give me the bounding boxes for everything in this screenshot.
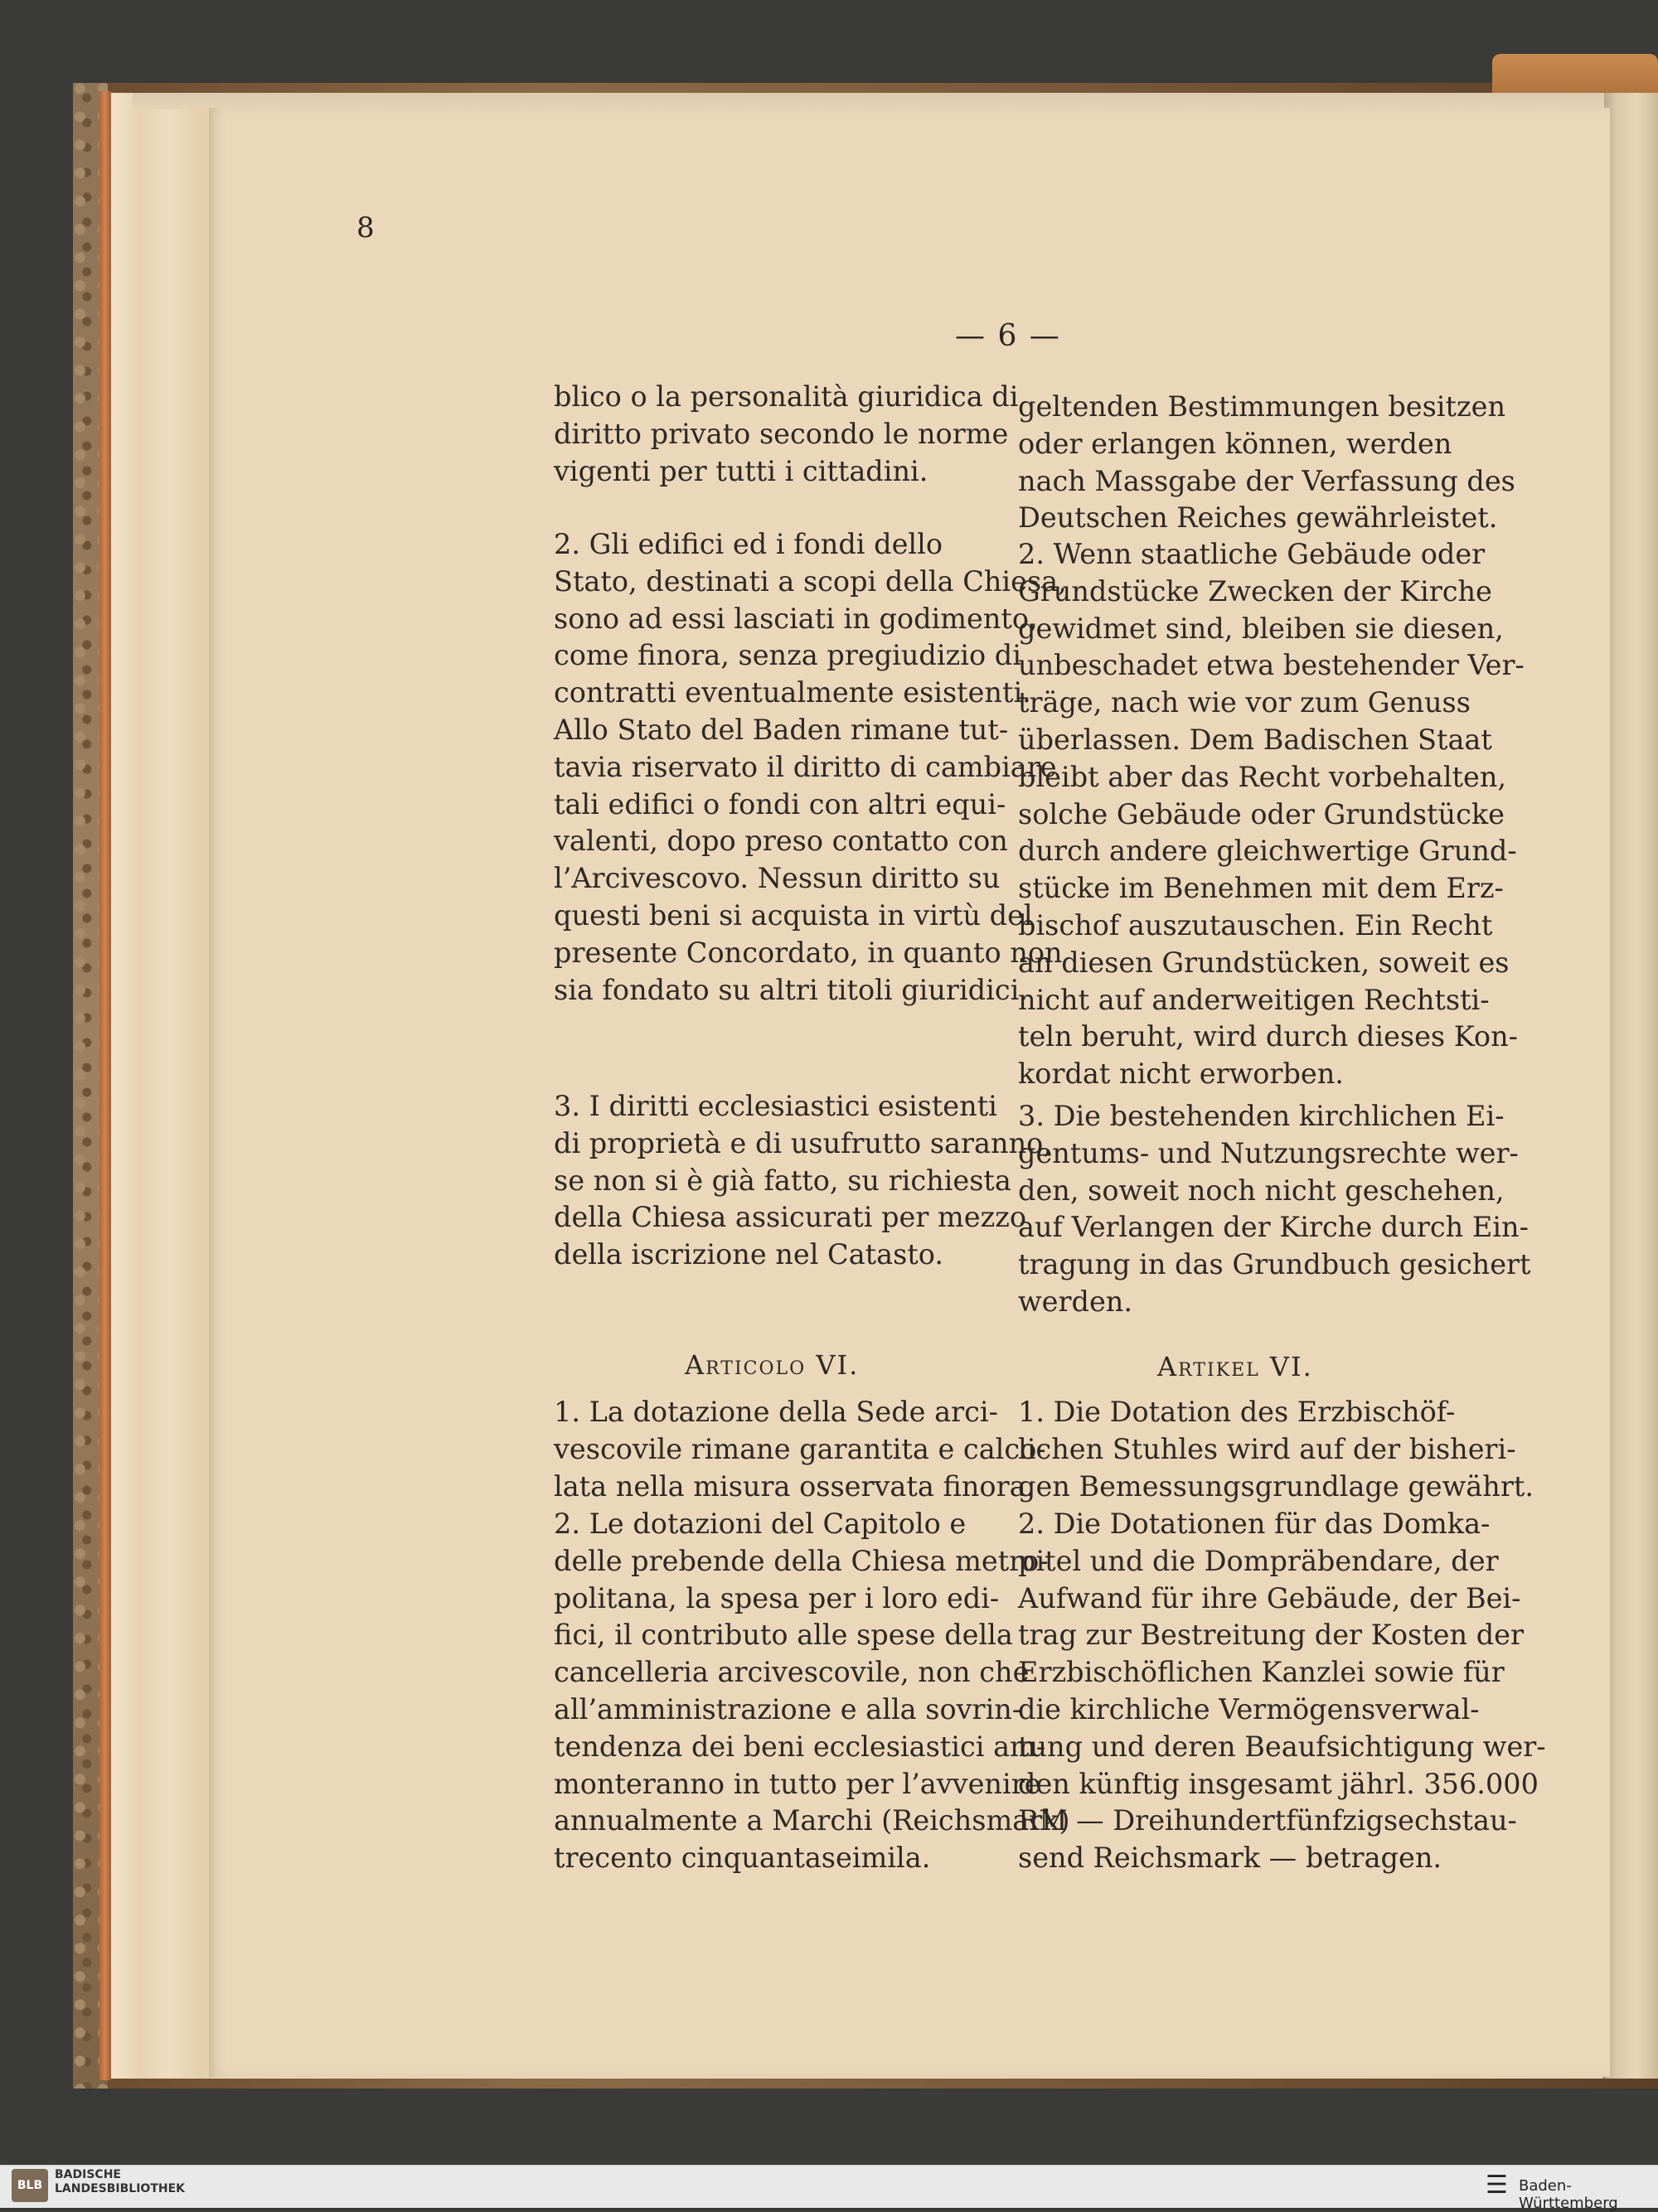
printed-page-number: — 6 — — [955, 319, 1061, 353]
german-paragraph-continuation: geltenden Bestimmungen besitzen oder erlangen können, werden nach Massgabe der Verfassung des Deutschen Reiches gewährleistet. — [1018, 390, 1515, 535]
italian-paragraph-2: 2. Gli edifici ed i fondi dello Stato, destinati a scopi della Chiesa, sono ad essi lasciati in godimento, come finora, senza pregiudizio di contratti eventualmente esistenti. Allo Stato del Baden rimane tut- tavia riservato il diritto di cambiare tali edifici o fondi con altri equi- valenti, dopo preso contatto con l’Arcivescovo. Nessun diritto su questi beni si acquista in virtù del presente Concordato, in quanto non sia fondato su altri titoli giuridici. — [554, 528, 1067, 1006]
page-stack-top — [133, 93, 1608, 109]
italian-article-heading: Articolo VI. — [685, 1349, 860, 1381]
library-footer-bar — [0, 2165, 1658, 2208]
german-article-paragraph-1: 1. Die Dotation des Erzbischöf- lichen Stuhles wird auf der bisheri- gen Bemessungsgrundlage gewährt. — [1018, 1396, 1534, 1503]
baden-wuerttemberg-crest-icon: ☰ — [1486, 2171, 1508, 2200]
german-article-paragraph-2: 2. Die Dotationen für das Domka- pitel und die Dompräbendare, der Aufwand für ihre Gebäude, der Bei- trag zur Bestreitung der Kosten der Erzbischöflichen Kanzlei sowie für die kirchliche Vermögensverwal- tung und deren Beaufsichtigung wer- den künftig insgesamt jährl. 356.000 RM — Dreihundertfünfzigsechstau- send Reichsmark — betragen. — [1018, 1508, 1546, 1875]
leather-spine — [99, 91, 111, 2080]
german-paragraph-3: 3. Die bestehenden kirchlichen Ei- gentums- und Nutzungsrechte wer- den, soweit noch nicht geschehen, auf Verlangen der Kirche durch Ein- tragung in das Grundbuch gesichert werden. — [1018, 1100, 1531, 1318]
german-article-heading: Artikel VI. — [1157, 1351, 1313, 1382]
italian-paragraph-3: 3. I diritti ecclesiastici esistenti di proprietà e di usufrutto saranno, se non si è già fatto, su richiesta della Chiesa assicurati per mezzo della iscrizione nel Catasto. — [554, 1090, 1052, 1271]
right-page-edge — [1604, 93, 1658, 2079]
german-paragraph-2: 2. Wenn staatliche Gebäude oder Grundstücke Zwecken der Kirche gewidmet sind, bleiben sie diesen, unbeschadet etwa bestehender Ver- träge, nach wie vor zum Genuss überlassen. Dem Badischen Staat bleibt aber das Recht vorbehalten, solche Gebäude oder Grundstücke durch andere gleichwertige Grund- stücke im Benehmen mit dem Erz- bischof auszutauschen. Ein Recht an diesen Grundstücken, soweit es nicht auf anderweitigen Rechtsti- teln beruht, wird durch dieses Kon- kordat nicht erworben. — [1018, 538, 1525, 1091]
italian-paragraph-continuation: blico o la personalità giuridica di diritto privato secondo le norme vigenti per tutti i cittadini. — [554, 380, 1019, 487]
baden-wuerttemberg-name: Baden-Württemberg — [1519, 2177, 1618, 2212]
blb-logo: BLB — [12, 2169, 48, 2202]
italian-article-paragraph-1: 1. La dotazione della Sede arci- vescovile rimane garantita e calco- lata nella misura osservata finora. — [554, 1396, 1046, 1503]
library-name: BADISCHE LANDESBIBLIOTHEK — [55, 2168, 186, 2195]
corner-page-number: 8 — [356, 211, 375, 244]
italian-article-paragraph-2: 2. Le dotazioni del Capitolo e delle prebende della Chiesa metro- politana, la spesa per i loro edi- fici, il contributo alle spese della cancelleria arcivescovile, non che all’amministrazione e alla sovrin- tendenza dei beni ecclesiastici am- monteranno in tutto per l’avvenire annualmente a Marchi (Reichsmark) trecento cinquantaseimila. — [554, 1508, 1070, 1875]
